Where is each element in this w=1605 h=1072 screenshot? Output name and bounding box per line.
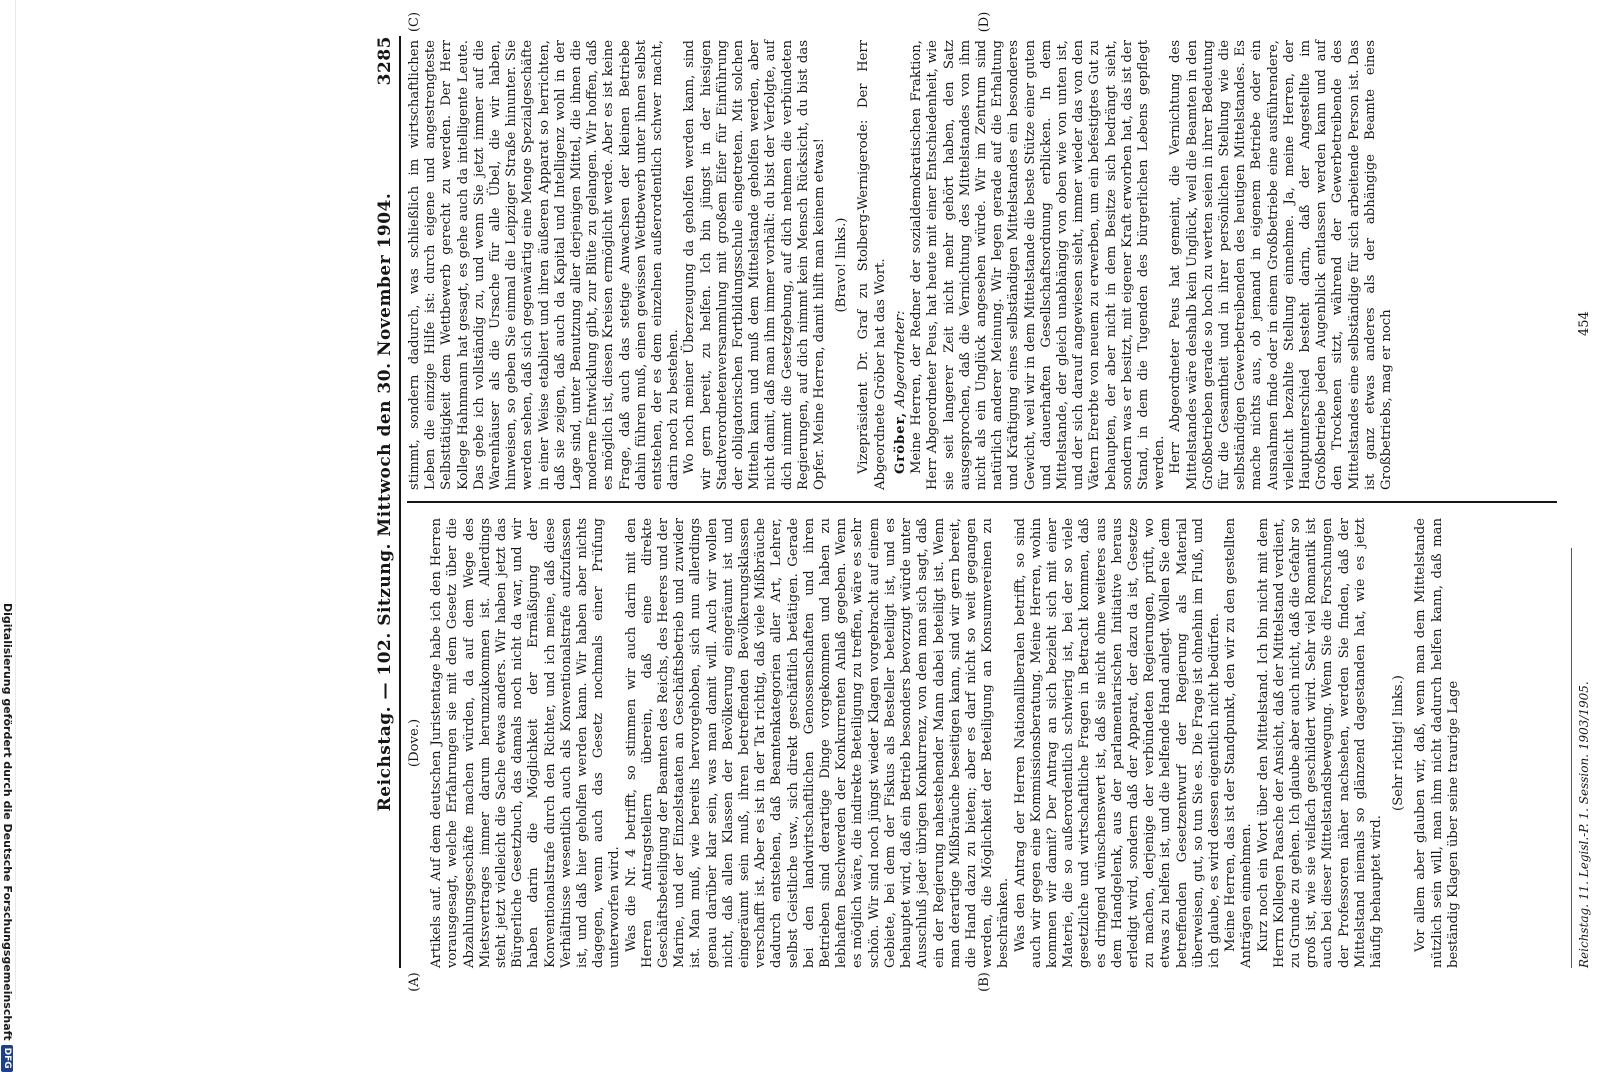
margin-marker-d: (D) [977,11,992,33]
dfg-sidebar [0,0,14,1069]
footer-sheet-number: 454 [1577,311,1592,336]
header-rule [399,36,401,968]
speaker-role: Abgeordneter: [892,310,908,408]
president-announcement: Vizepräsident Dr. Graf zu Stolberg-Wernigerode: Der Herr Abgeordnete Gröber hat das Wort. [856,40,888,490]
left-column [407,518,1557,968]
page-title: Reichstag. — 102. Sitzung. Mittwoch den 30. November 1904. [375,192,395,812]
right-column [407,40,1557,490]
dfg-logo-icon: DFG [2,1045,14,1072]
paragraph: Artikels auf. Auf dem deutschen Juristentage habe ich den Herren vorausgesagt, welche Erfahrungen sie mit dem Gesetz über die Abzahlungsgeschäfte machen würden, da auf dem Wege des Mietsvertrages immer darum herumzukommen ist. Allerdings steht jetzt vielleicht die Sache etwas anders. Wir haben jetzt das Bürgerliche Gesetzbuch, das damals noch nicht da war, und wir haben darin die Möglichkeit der Ermäßigung der Konventionalstrafe durch den Richter, und ich meine, daß diese Verhältnisse wesentlich auch als Konventionalstrafe aufzufassen ist, und daß hier geholfen werden kann. Wir haben aber nichts dagegen, wenn auch das Gesetz nochmals einer Prüfung unterworfen wird. [429,518,623,968]
column-rule [407,502,1557,504]
paragraph: Meine Herren, der Redner der sozialdemokratischen Fraktion, Herr Abgeordneter Peus, hat heute mit einer Entschiedenheit, wie sie seit langerer Zeit nicht mehr gehört haben, den Satz ausgesprochen, daß die Vernichtung des Mittelstandes von ihm nicht als ein Unglück angesehen würde. Wir im Zentrum sind natürlich anderer Meinung. Wir legen gerade auf die Erhaltung und Kräftigung eines selbständigen Mittelstandes ein besonderes Gewicht, weil wir in dem Mittelstande die beste Stütze einer guten und dauerhaften Gesellschaftsordnung erblicken. In dem Mittelstande, der gleich unabhängig von oben wie von unten ist, und der sich darauf angewiesen sieht, immer wieder das von den Vätern Ererbte von neuem zu erwerben, um ein befestigtes Gut zu behaupten, der aber nicht in dem Besitze sich bedrängt sieht, sondern was er besitzt, mit eigener Kraft erworben hat, das ist der Stand, in dem die Tugenden des bürgerlichen Lebens gepflegt werden. [909,40,1168,490]
paragraph: Wo noch meiner Überzeugung da geholfen werden kann, sind wir gern bereit, zu helfen. Ich bin jüngst in der hiesigen Stadtverordnetenversammlung mit großem Eifer für Einführung der obligatorischen Fortbildungsschule eingetreten. Mit solchen Mitteln kann und muß dem Mittelstande geholfen werden, aber nicht damit, daß man ihm immer vorhält: du bist der Verfolgte, auf dich nimmt die Gesetzgebung, auf dich nehmen die verbündeten Regierungen, auf dich nimmt kein Mensch Rücksicht, du bist das Opfer. Meine Herren, damit hilft man keinem etwas! [682,40,828,490]
speaker-intro [893,40,909,490]
paragraph: stimmt, sondern dadurch, was schließlich im wirtschaftlichen Leben die einzige Hilfe ist: durch eigene und angestrengteste Selbsttätigkeit dem Wettbewerb gerecht zu werden. Der Herr Kollege Hahnmann hat gesagt, es gehe auch da intelligente Leute. Das gebe ich vollständig zu, und wenn Sie jetzt immer auf die Warenhäuser als die Ursache für alle Übel, die wir haben, hinweisen, so geben Sie einmal die Leipziger Straße hinunter. Sie werden sehen, daß sich gegenwärtig eine Menge Spezialgeschäfte in einer Weise etabliert und ihren äußeren Apparat so herrichten, daß sie zeigen, daß auch da Kapital und Intelligenz wohl in der Lage sind, unter Benutzung aller derjenigen Mittel, die ihnen die moderne Entwicklung gibt, zur Blüte zu gelangen. Wir hoffen, daß es möglich ist, diesen Kreisen ermöglicht werde. Aber es ist keine Frage, daß auch das stetige Anwachsen der kleinen Betriebe dahin führen muß, einen gewissen Wettbewerb unter ihnen selbst entstehen, der es dem einzelnen außerordentlich schwer macht, darin noch zu bestehen. [407,40,682,490]
paragraph: Herr Abgeordneter Peus hat gemeint, die Vernichtung des Mittelstandes wäre deshalb kein Unglück, weil die Beamten in den Großbetrieben gerade so hoch zu werten seien in ihrer Bedeutung für die Gesamtheit und in ihrer persönlichen Stellung wie die selbständigen Gewerbetreibenden des heutigen Mittelstandes. Es mache nichts aus, ob jemand in eigenem Betriebe oder ein Ausnahmen finde oder in einem Großbetriebe eine ausführendere, vielleicht bezahlte Stellung einnehme. Ja, meine Herren, der Hauptunterschied besteht darin, daß der Angestellte im Großbetriebe jeden Augenblick entlassen werden kann und auf den Trockenen sitzt, während der Gewerbetreibende des Mittelstandes eine selbständige für sich arbeitende Person ist. Das ist ganz etwas anderes als der abhängige Beamte eines Großbetriebs, mag er noch [1168,40,1394,490]
page-content [365,11,1605,992]
paragraph: Vor allem aber glauben wir, daß, wenn man dem Mittelstande nützlich sein will, man ihm nicht dadurch helfen kann, daß man beständig Klagen über seine traurige Lage [1413,518,1461,968]
margin-marker-b: (B) [977,972,992,992]
dfg-credit [1,603,14,1072]
interjection: (Sehr richtig! links.) [1391,675,1407,811]
paragraph: Was den Antrag der Herren Nationalliberalen betrifft, so sind auch wir gegen eine Kommissionsberatung. Meine Herren, wohin kommen wir damit? Der Antrag an sich bezieht sich mit einer Materie, die so außerordentlich schwierig ist, bei der so viele gesetzliche und wirtschaftliche Fragen in Betracht kommen, daß es dringend wünschenswert ist, daß sie nicht ohne weiteres aus dem Handgelenk, aus der parlamentarischen Initiative heraus erledigt wird, sondern daß der Apparat, der dazu da ist, Gesetze zu machen, derjenige der verbündeten Regierungen, prüft, wo etwas zu helfen ist, und die helfende Hand anlegt. Wollen Sie dem betreffenden Gesetzentwurf der Regierung als Material überweisen, gut, so tun Sie es. Die Frage ist ohnehin im Fluß, und ich glaube, es wird dessen eigentlich nicht bedürfen. [1012,518,1222,968]
footer-citation: Reichstag. 11. Legisl.-P. 1. Session. 1903/1905. [1577,681,1591,968]
paragraph: Meine Herren, das ist der Standpunkt, den wir zu den gestellten Anträgen einnehmen. [1223,518,1255,968]
scan-edge [15,0,16,1000]
page-header [369,36,399,968]
footer-rule [1571,548,1572,968]
dfg-credit-text: Digitalisierung gefördert durch die Deutsche Forschungsgemeinschaft [1,603,14,1041]
margin-marker-a: (A) [407,972,422,992]
margin-marker-c: (C) [407,11,422,33]
speaker-name: Gröber, [892,411,908,474]
paragraph: Kurz noch ein Wort über den Mittelstand. Ich bin nicht mit dem Herrn Kollegen Paasche der Ansicht, daß der Mittelstand verdient, zu Grunde zu gehen. Ich glaube aber auch nicht, daß die Gefahr so groß ist, wie sie vielfach geschildert wird. Sehr viel Romantik ist auch bei dieser Mittelstandsbewegung. Wenn Sie die Forschungen der Professoren näher nachsehen, werden Sie finden, daß der Mittelstand niemals so glänzend dagestanden hat, wie es jetzt häufig behauptet wird. [1255,518,1384,968]
speaker-continuation: (Dove.) [407,718,422,768]
scanned-page [63,11,1592,992]
paragraph: Was die Nr. 4 betrifft, so stimmen wir auch darin mit den Herren Antragstellern überein, daß eine direkte Geschäftsbeteiligung der Beamten des Reichs, des Heeres und der Marine, und der Einzelstaaten an Geschäftsbetrieb und zuwider ist. Man muß, wie bereits hervorgehoben, sich nun allerdings genau darüber klar sein, was man damit will. Auch wir wollen nicht, daß allen Klassen der Bevölkerung eingeräumt ist und eingeräumt sein muß, ihren betreffenden Bevölkerungsklassen verschafft ist. Aber es ist in der Tat richtig, daß viele Mißbräuche dadurch entstehen, daß Beamtenkategorien aller Art, Lehrer, selbst Geistliche usw., sich direkt geschäftlich betätigen. Gerade bei den landwirtschaftlichen Genossenschaften und ihren Betrieben sind derartige Dinge vorgekommen und haben zu lebhaften Beschwerden der Konkurrenten Anlaß gegeben. Wenn es möglich wäre, die indirekte Beteiligung zu treffen, wäre es sehr schön. Wir sind noch jüngst wieder Klagen vorgebracht auf einem Gebiete, bei dem der Fiskus als Besteller beteiligt ist, und es behauptet wird, daß ein Betrieb besonders bevorzugt würde unter Ausschluß jeder übrigen Konkurrenz, von dem man sich sagt, daß ein der Regierung nahestehender Mann dabei beteiligt ist. Wenn man derartige Mißbräuche beseitigen kann, sind wir gern bereit, die Hand dazu zu bieten; aber es darf nicht so weit gegangen werden, die Möglichkeit der Beteiligung an Konsumvereinen zu beschränken. [623,518,1012,968]
page-number: 3285 [375,36,395,86]
applause: (Bravo! links.) [834,217,850,313]
